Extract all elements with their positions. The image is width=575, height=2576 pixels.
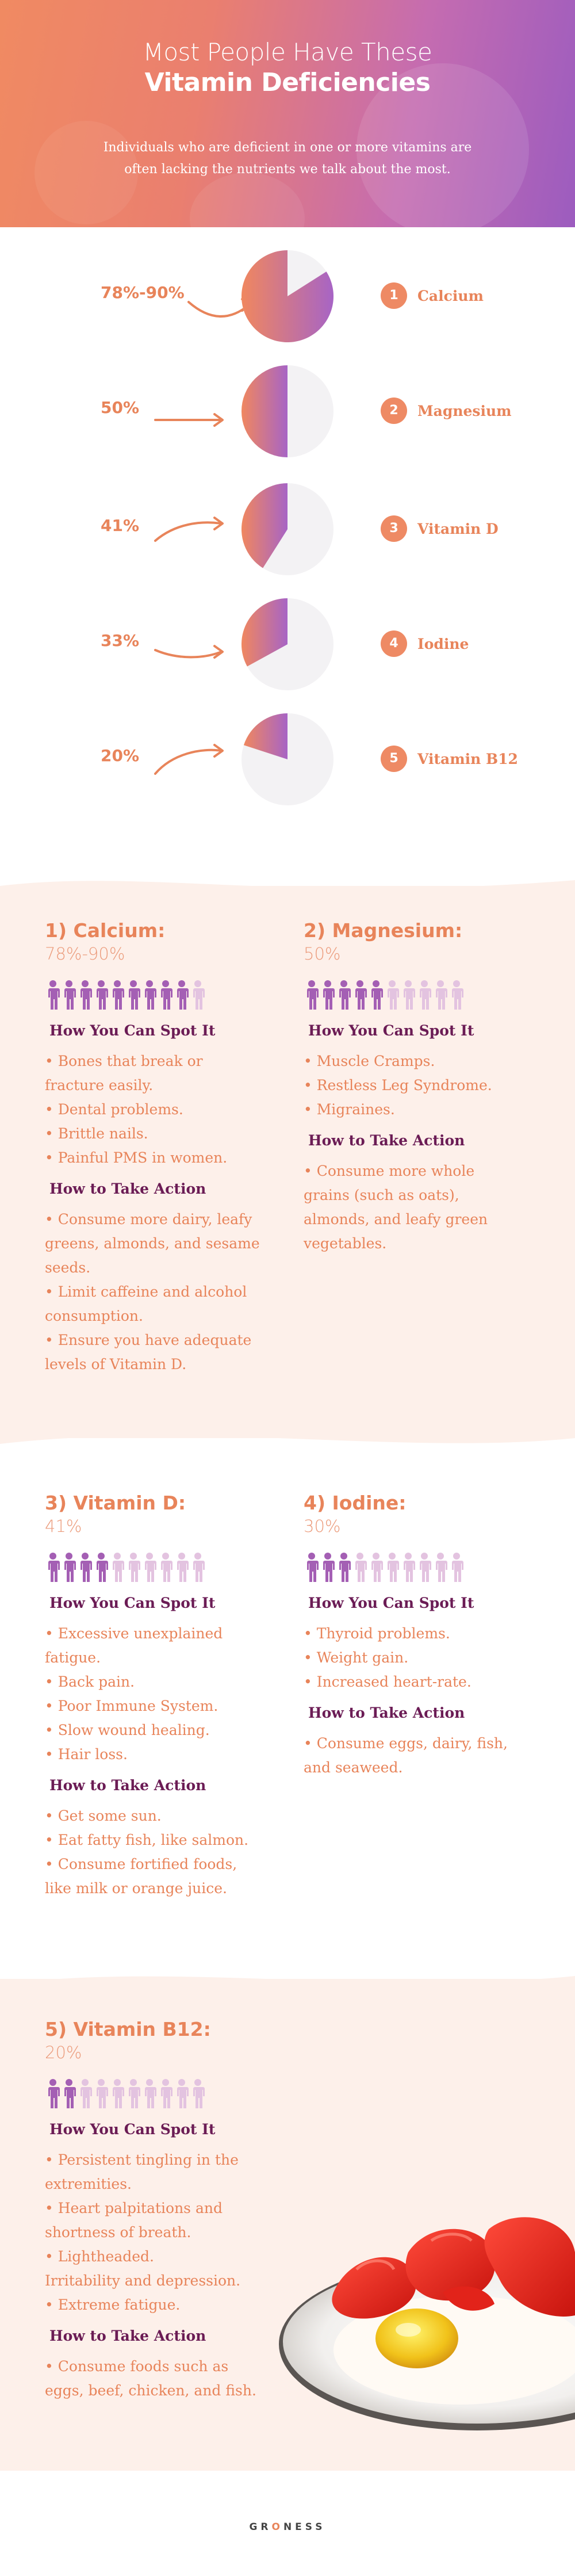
background-decoration xyxy=(190,173,305,227)
symptom-line: extremities. xyxy=(45,2176,132,2192)
symptom-line: • Increased heart-rate. xyxy=(304,1673,471,1690)
action-line: • Ensure you have adequate xyxy=(45,1332,252,1348)
symptom-line: • Brittle nails. xyxy=(45,1125,148,1142)
action-line: greens, almonds, and sesame xyxy=(45,1235,260,1252)
action-line: • Get some sun. xyxy=(45,1807,162,1824)
person-icon xyxy=(158,2078,174,2109)
person-icon xyxy=(432,980,448,1011)
person-icon xyxy=(93,1552,109,1583)
spot-heading: How You Can Spot It xyxy=(308,1595,474,1611)
deficiency-percent: 20% xyxy=(101,746,140,765)
symptom-line: • Slow wound healing. xyxy=(45,1722,210,1738)
vitamin-title: 5) Vitamin B12: xyxy=(45,2018,211,2040)
action-heading: How to Take Action xyxy=(308,1132,465,1149)
person-icon xyxy=(93,980,109,1011)
magnesium-card xyxy=(304,919,551,1256)
deficiency-percent: 33% xyxy=(101,631,140,650)
deficiency-row xyxy=(0,710,575,808)
rank-badge: 5 xyxy=(381,746,407,772)
person-icon xyxy=(109,1552,125,1583)
person-icon xyxy=(77,1552,93,1583)
symptom-line: • Poor Immune System. xyxy=(45,1698,218,1714)
symptom-line: • Muscle Cramps. xyxy=(304,1053,435,1069)
people-pictogram xyxy=(45,980,292,1011)
spot-heading: How You Can Spot It xyxy=(49,2121,216,2138)
rank-badge: 1 xyxy=(381,282,407,309)
action-heading: How to Take Action xyxy=(49,2327,206,2344)
spot-heading: How You Can Spot It xyxy=(49,1595,216,1611)
person-icon xyxy=(368,980,384,1011)
person-icon xyxy=(368,1552,384,1583)
pie-chart xyxy=(239,247,336,345)
deficiency-range: 20% xyxy=(45,2043,82,2062)
symptom-line: • Hair loss. xyxy=(45,1746,128,1763)
person-icon xyxy=(45,2078,61,2109)
people-pictogram xyxy=(304,980,551,1011)
person-icon xyxy=(141,980,158,1011)
pie-chart xyxy=(239,595,336,693)
action-heading: How to Take Action xyxy=(308,1704,465,1721)
person-icon xyxy=(416,1552,432,1583)
vitamin-d-card xyxy=(45,1492,292,1901)
symptom-line: shortness of breath. xyxy=(45,2224,191,2241)
action-line: • Consume foods such as xyxy=(45,2358,229,2375)
person-icon xyxy=(400,980,416,1011)
deficiency-percent: 41% xyxy=(101,516,140,535)
brand-text: NESS xyxy=(283,2521,326,2533)
person-icon xyxy=(352,980,368,1011)
person-icon xyxy=(141,2078,158,2109)
action-line: vegetables. xyxy=(304,1235,387,1252)
action-line: and seaweed. xyxy=(304,1759,403,1776)
calcium-card xyxy=(45,919,292,1377)
brand-text: GR xyxy=(249,2521,272,2533)
person-icon xyxy=(336,1552,352,1583)
iodine-card xyxy=(304,1492,551,1780)
page-subtitle: Individuals who are deficient in one or more vitamins are often lacking the nutrients we talk about the most. xyxy=(103,140,472,177)
person-icon xyxy=(174,2078,190,2109)
symptom-line: • Persistent tingling in the xyxy=(45,2151,239,2168)
person-icon xyxy=(158,1552,174,1583)
rank-badge: 4 xyxy=(381,630,407,657)
rank-badge: 3 xyxy=(381,515,407,542)
person-icon xyxy=(320,980,336,1011)
symptom-line: • Heart palpitations and xyxy=(45,2200,223,2216)
person-icon xyxy=(304,1552,320,1583)
vitamin-title: 1) Calcium: xyxy=(45,919,166,942)
deficiency-row xyxy=(0,362,575,460)
action-line: • Limit caffeine and alcohol xyxy=(45,1283,247,1300)
person-icon xyxy=(190,2078,206,2109)
action-line: almonds, and leafy green xyxy=(304,1211,488,1228)
person-icon xyxy=(93,2078,109,2109)
people-pictogram xyxy=(45,2078,292,2109)
person-icon xyxy=(304,980,320,1011)
vitamin-b12-card xyxy=(45,2018,292,2403)
person-icon xyxy=(320,1552,336,1583)
deficiency-row xyxy=(0,595,575,693)
wave-top xyxy=(0,1962,575,1996)
rank-badge: 2 xyxy=(381,398,407,424)
brand-logo xyxy=(0,2521,575,2533)
deficiency-percent: 78%-90% xyxy=(101,283,185,302)
person-icon xyxy=(432,1552,448,1583)
vitamin-name: Magnesium xyxy=(417,403,512,419)
person-icon xyxy=(45,980,61,1011)
arrow-icon xyxy=(150,385,236,443)
spot-heading: How You Can Spot It xyxy=(308,1022,474,1039)
symptom-line: • Thyroid problems. xyxy=(304,1625,450,1642)
symptom-line: • Extreme fatigue. xyxy=(45,2296,181,2313)
person-icon xyxy=(384,980,400,1011)
spot-heading: How You Can Spot It xyxy=(49,1022,216,1039)
vitamin-name: Vitamin B12 xyxy=(417,751,518,767)
brand-mark: O xyxy=(271,2521,283,2533)
deficiency-range: 78%-90% xyxy=(45,944,125,964)
deficiency-range: 30% xyxy=(304,1516,341,1536)
person-icon xyxy=(109,2078,125,2109)
action-line: • Consume eggs, dairy, fish, xyxy=(304,1735,508,1752)
action-line: consumption. xyxy=(45,1308,143,1324)
person-icon xyxy=(61,980,77,1011)
action-line: • Eat fatty fish, like salmon. xyxy=(45,1832,249,1848)
action-line: levels of Vitamin D. xyxy=(45,1356,187,1373)
pie-chart xyxy=(239,480,336,578)
action-line: • Consume fortified foods, xyxy=(45,1856,237,1872)
symptom-line: • Painful PMS in women. xyxy=(45,1149,228,1166)
deficiency-row xyxy=(0,247,575,345)
person-icon xyxy=(336,980,352,1011)
people-pictogram xyxy=(45,1552,292,1583)
person-icon xyxy=(45,1552,61,1583)
person-icon xyxy=(174,980,190,1011)
person-icon xyxy=(190,1552,206,1583)
wave-top xyxy=(0,869,575,903)
person-icon xyxy=(416,980,432,1011)
person-icon xyxy=(190,980,206,1011)
vitamin-title: 3) Vitamin D: xyxy=(45,1492,186,1514)
person-icon xyxy=(448,980,465,1011)
symptom-line: • Lightheaded. xyxy=(45,2248,154,2265)
person-icon xyxy=(352,1552,368,1583)
vitamin-name: Vitamin D xyxy=(417,521,499,537)
person-icon xyxy=(400,1552,416,1583)
pie-chart xyxy=(239,362,336,460)
vitamin-name: Iodine xyxy=(417,636,469,652)
symptom-line: • Back pain. xyxy=(45,1673,135,1690)
person-icon xyxy=(61,2078,77,2109)
symptom-line: • Restless Leg Syndrome. xyxy=(304,1077,492,1094)
person-icon xyxy=(125,1552,141,1583)
person-icon xyxy=(125,980,141,1011)
person-icon xyxy=(158,980,174,1011)
person-icon xyxy=(125,2078,141,2109)
person-icon xyxy=(174,1552,190,1583)
arrow-icon xyxy=(150,503,236,561)
action-heading: How to Take Action xyxy=(49,1777,206,1794)
pie-slice xyxy=(241,365,288,457)
arrow-icon xyxy=(150,733,236,791)
person-icon xyxy=(384,1552,400,1583)
page-title-line1: Most People Have These xyxy=(143,38,432,66)
arrow-icon xyxy=(150,618,236,676)
symptom-line: fatigue. xyxy=(45,1649,101,1666)
vitamin-name: Calcium xyxy=(417,288,484,304)
egg-tomato-plate-image xyxy=(270,2183,575,2430)
action-line: seeds. xyxy=(45,1259,91,1276)
deficiency-percent: 50% xyxy=(101,398,140,417)
deficiency-range: 41% xyxy=(45,1516,82,1536)
symptom-line: • Bones that break or xyxy=(45,1053,203,1069)
action-line: • Consume more dairy, leafy xyxy=(45,1211,252,1228)
deficiency-range: 50% xyxy=(304,944,341,964)
person-icon xyxy=(141,1552,158,1583)
vitamin-title: 2) Magnesium: xyxy=(304,919,463,942)
action-line: eggs, beef, chicken, and fish. xyxy=(45,2382,256,2399)
page-title-line2: Vitamin Deficiencies xyxy=(144,68,431,97)
symptom-line: • Dental problems. xyxy=(45,1101,183,1118)
person-icon xyxy=(77,980,93,1011)
people-pictogram xyxy=(304,1552,551,1583)
action-line: grains (such as oats), xyxy=(304,1187,459,1203)
person-icon xyxy=(61,1552,77,1583)
vitamin-title: 4) Iodine: xyxy=(304,1492,407,1514)
person-icon xyxy=(448,1552,465,1583)
symptom-line: • Weight gain. xyxy=(304,1649,409,1666)
person-icon xyxy=(109,980,125,1011)
action-line: • Consume more whole xyxy=(304,1163,475,1179)
hero-banner xyxy=(0,0,575,227)
pie-chart xyxy=(239,710,336,808)
action-heading: How to Take Action xyxy=(49,1180,206,1197)
action-line: like milk or orange juice. xyxy=(45,1880,227,1897)
symptom-line: Irritability and depression. xyxy=(45,2272,241,2289)
symptom-line: fracture easily. xyxy=(45,1077,154,1094)
deficiency-row xyxy=(0,480,575,578)
wave-bottom xyxy=(0,1421,575,1455)
symptom-line: • Migraines. xyxy=(304,1101,395,1118)
person-icon xyxy=(77,2078,93,2109)
symptom-line: • Excessive unexplained xyxy=(45,1625,223,1642)
